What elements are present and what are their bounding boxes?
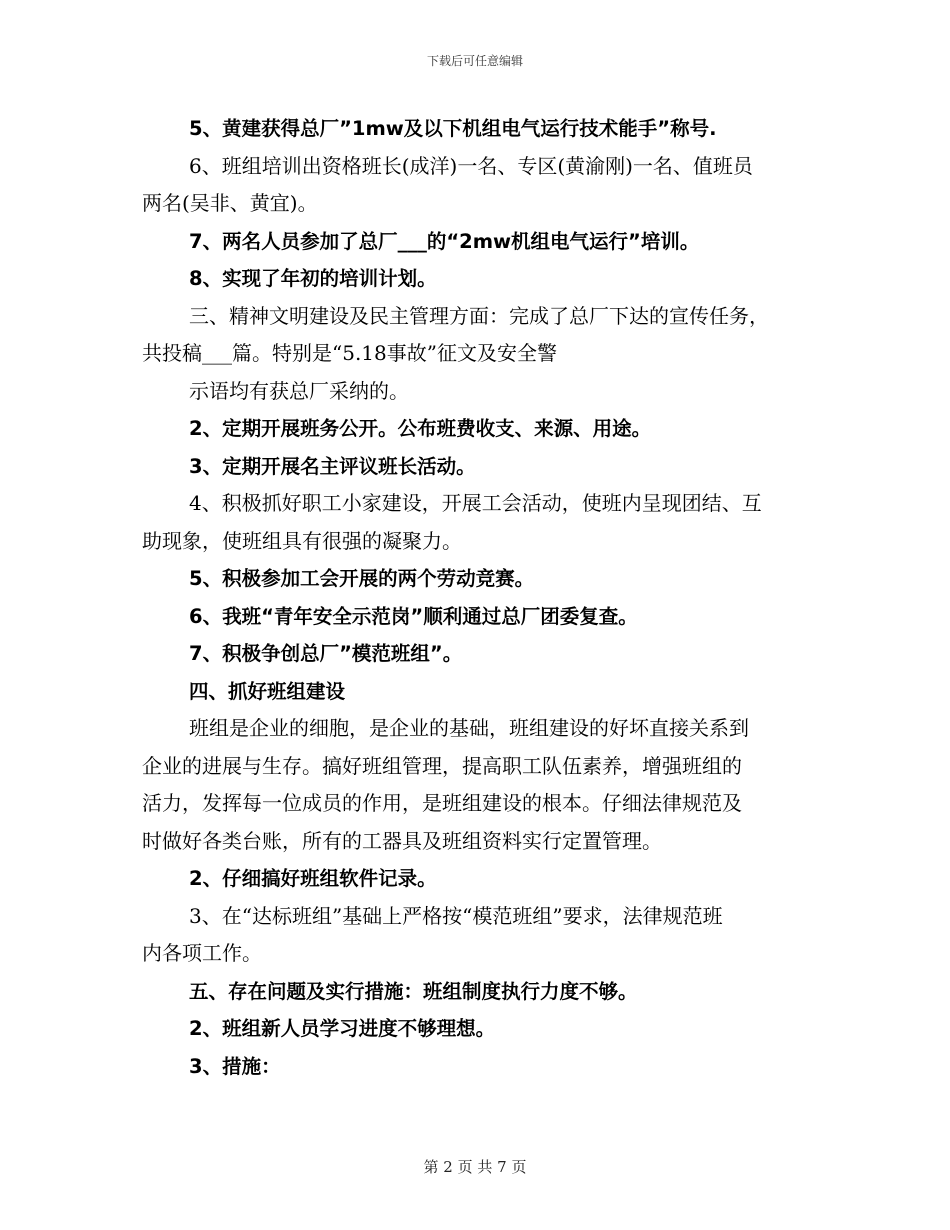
doc-line: 6、我班“青年安全示范岗”顺利通过总厂团委复查。	[189, 604, 638, 628]
doc-line: 2、班组新人员学习进度不够理想。	[189, 1017, 496, 1040]
doc-line: 内各项工作。	[142, 941, 262, 965]
doc-line: 三、精神文明建设及民主管理方面：完成了总厂下达的宣传任务，	[189, 303, 769, 328]
doc-line: 班组是企业的细胞，是企业的基础，班组建设的好坏直接关系到	[189, 716, 749, 740]
page-header: 下载后可任意编辑	[426, 54, 523, 68]
doc-line: 示语均有获总厂采纳的。	[189, 378, 409, 403]
doc-line: 5、黄建获得总厂”1mw及以下机组电气运行技术能手”称号.	[189, 117, 717, 140]
doc-line: 两名(吴非、黄宜)。	[142, 191, 318, 215]
doc-line: 5、积极参加工会开展的两个劳动竞赛。	[189, 567, 535, 590]
section-heading: 四、抓好班组建设	[189, 679, 346, 703]
doc-line: 活力，发挥每一位成员的作用，是班组建设的根本。仔细法律规范及	[142, 791, 742, 815]
doc-line: 助现象，使班组具有很强的凝聚力。	[142, 528, 462, 553]
doc-line: 2、仔细搞好班组软件记录。	[189, 867, 437, 890]
doc-line: 共投稿___篇。特别是“5.18事故”征文及安全警	[142, 341, 557, 365]
doc-line: 3、定期开展名主评议班长活动。	[189, 454, 476, 478]
doc-line: 8、实现了年初的培训计划。	[189, 267, 437, 290]
doc-line: 6、班组培训出资格班长(成洋)一名、专区(黄渝刚)一名、值班员	[189, 153, 753, 178]
doc-line: 2、定期开展班务公开。公布班费收支、来源、用途。	[189, 417, 652, 440]
doc-line: 4、积极抓好职工小家建设，开展工会活动，使班内呈现团结、互	[189, 491, 762, 515]
doc-line: 时做好各类台账，所有的工器具及班组资料实行定置管理。	[142, 828, 662, 853]
doc-line: 7、两名人员参加了总厂___的“2mw机组电气运行”培训。	[189, 229, 700, 253]
document-body	[142, 110, 810, 1085]
doc-line: 3、在“达标班组”基础上严格按“模范班组”要求，法律规范班	[189, 903, 723, 928]
doc-line: 7、积极争创总厂”模范班组”。	[189, 642, 463, 665]
doc-line: 3、措施：	[189, 1054, 281, 1078]
doc-line: 企业的进展与生存。搞好班组管理，提高职工队伍素养，增强班组的	[142, 753, 742, 778]
section-heading: 五、存在问题及实行措施：班组制度执行力度不够。	[189, 979, 638, 1003]
page-footer: 第 2 页 共 7 页	[423, 1158, 527, 1176]
